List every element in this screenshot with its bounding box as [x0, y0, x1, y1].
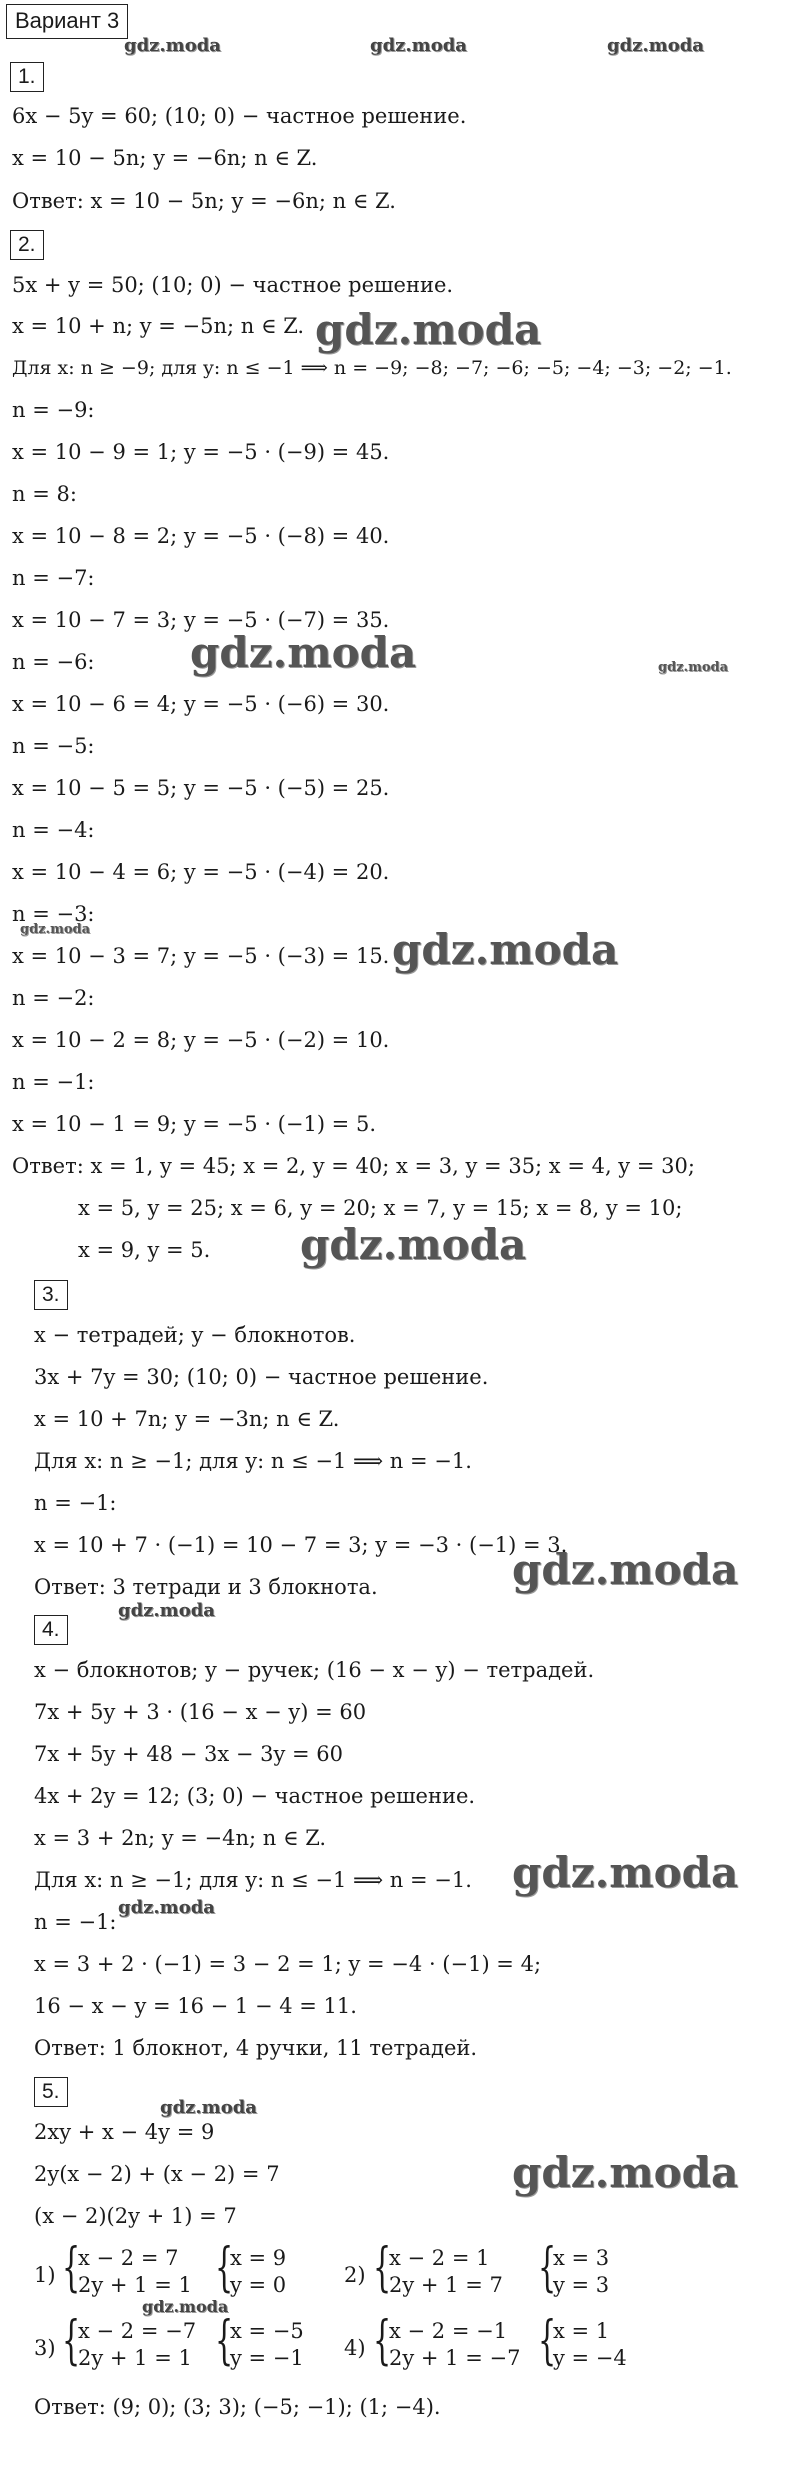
task5-answer: Ответ: (9; 0); (3; 3); (−5; −1); (1; −4).: [34, 2395, 441, 2419]
task2-answer: Ответ: x = 1, y = 45; x = 2, y = 40; x = 3, y = 35; x = 4, y = 30;: [12, 1154, 695, 1178]
task4-line: Для x: n ≥ −1; для y: n ≤ −1 ⟹ n = −1.: [34, 1868, 472, 1892]
system-eq: x − 2 = −7: [78, 2319, 197, 2343]
task4-line: x = 3 + 2 · (−1) = 3 − 2 = 1; y = −4 · (−1) = 4;: [34, 1952, 542, 1976]
task3-line: n = −1:: [34, 1491, 117, 1515]
brace: {: [215, 2311, 234, 2371]
task2-line: n = −3:: [12, 902, 95, 926]
brace: {: [373, 2238, 392, 2298]
task2-line: n = −1:: [12, 1070, 95, 1094]
task2-answer: x = 5, y = 25; x = 6, y = 20; x = 7, y = 15; x = 8, y = 10;: [78, 1196, 683, 1220]
system-eq: 2y + 1 = 1: [78, 2346, 192, 2370]
task2-line: x = 10 − 7 = 3; y = −5 · (−7) = 35.: [12, 608, 390, 632]
task2-line: x = 10 − 6 = 4; y = −5 · (−6) = 30.: [12, 692, 390, 716]
watermark: gdz.moda: [370, 35, 467, 56]
task2-line: x = 10 − 5 = 5; y = −5 · (−5) = 25.: [12, 776, 390, 800]
system-eq: x − 2 = −1: [389, 2319, 508, 2343]
task2-line: x = 10 − 8 = 2; y = −5 · (−8) = 40.: [12, 524, 390, 548]
watermark: gdz.moda: [118, 1897, 215, 1918]
system-solution: x = 1: [553, 2319, 610, 2343]
task5-line: 2xy + x − 4y = 9: [34, 2120, 215, 2144]
system-eq: 2y + 1 = 7: [389, 2273, 503, 2297]
watermark: gdz.moda: [512, 2148, 739, 2197]
watermark: gdz.moda: [20, 922, 91, 937]
task2-line: n = −9:: [12, 398, 95, 422]
watermark: gdz.moda: [392, 925, 619, 974]
task3-line: x = 10 + 7 · (−1) = 10 − 7 = 3; y = −3 · (−1) = 3.: [34, 1533, 568, 1557]
system-solution: x = −5: [230, 2319, 304, 2343]
task4-answer: Ответ: 1 блокнот, 4 ручки, 11 тетрадей.: [34, 2036, 478, 2060]
task5-line: 2y(x − 2) + (x − 2) = 7: [34, 2162, 280, 2186]
task2-line: 5x + y = 50; (10; 0) − частное решение.: [12, 273, 454, 297]
system-label: 4): [344, 2336, 366, 2360]
system-solution: y = −4: [553, 2346, 627, 2370]
task-number: 1.: [10, 62, 44, 92]
task2-line: n = −2:: [12, 986, 95, 1010]
system-solution: x = 3: [553, 2246, 610, 2270]
system-eq: x − 2 = 1: [389, 2246, 490, 2270]
system-solution: x = 9: [230, 2246, 287, 2270]
watermark: gdz.moda: [300, 1220, 527, 1269]
task2-line: x = 10 − 2 = 8; y = −5 · (−2) = 10.: [12, 1028, 390, 1052]
task1-line: x = 10 − 5n; y = −6n; n ∈ Z.: [12, 146, 318, 170]
task4-line: x = 3 + 2n; y = −4n; n ∈ Z.: [34, 1826, 327, 1850]
task4-line: 7x + 5y + 3 · (16 − x − y) = 60: [34, 1700, 367, 1724]
task1-answer: Ответ: x = 10 − 5n; y = −6n; n ∈ Z.: [12, 189, 396, 213]
task2-line: x = 10 + n; y = −5n; n ∈ Z.: [12, 314, 305, 338]
task3-line: Для x: n ≥ −1; для y: n ≤ −1 ⟹ n = −1.: [34, 1449, 472, 1473]
watermark: gdz.moda: [512, 1848, 739, 1897]
task-number: 2.: [10, 230, 44, 260]
task2-answer: x = 9, y = 5.: [78, 1238, 211, 1262]
system-eq: 2y + 1 = −7: [389, 2346, 521, 2370]
watermark: gdz.moda: [512, 1545, 739, 1594]
task3-answer: Ответ: 3 тетради и 3 блокнота.: [34, 1575, 378, 1599]
task-number: 3.: [34, 1280, 68, 1310]
system-label: 1): [34, 2263, 56, 2287]
system-solution: y = −1: [230, 2346, 304, 2370]
task2-line: x = 10 − 1 = 9; y = −5 · (−1) = 5.: [12, 1112, 376, 1136]
system-eq: 2y + 1 = 1: [78, 2273, 192, 2297]
brace: {: [215, 2238, 234, 2298]
brace: {: [538, 2238, 557, 2298]
variant-title: Вариант 3: [6, 4, 128, 39]
watermark: gdz.moda: [658, 660, 729, 675]
brace: {: [62, 2311, 81, 2371]
task3-line: 3x + 7y = 30; (10; 0) − частное решение.: [34, 1365, 489, 1389]
watermark: gdz.moda: [142, 2297, 229, 2316]
task2-line: x = 10 − 4 = 6; y = −5 · (−4) = 20.: [12, 860, 390, 884]
brace: {: [373, 2311, 392, 2371]
task2-line: x = 10 − 3 = 7; y = −5 · (−3) = 15.: [12, 944, 390, 968]
watermark: gdz.moda: [607, 35, 704, 56]
watermark: gdz.moda: [315, 305, 542, 354]
task3-line: x − тетрадей; y − блокнотов.: [34, 1323, 356, 1347]
task2-line: n = −4:: [12, 818, 95, 842]
task4-line: 16 − x − y = 16 − 1 − 4 = 11.: [34, 1994, 357, 2018]
task2-line: Для x: n ≥ −9; для y: n ≤ −1 ⟹ n = −9; −8; −7; −6; −5; −4; −3; −2; −1.: [12, 357, 732, 379]
task4-line: 4x + 2y = 12; (3; 0) − частное решение.: [34, 1784, 476, 1808]
watermark: gdz.moda: [190, 628, 417, 677]
system-label: 2): [344, 2263, 366, 2287]
system-eq: x − 2 = 7: [78, 2246, 179, 2270]
task2-line: n = 8:: [12, 482, 77, 506]
task2-line: x = 10 − 9 = 1; y = −5 · (−9) = 45.: [12, 440, 390, 464]
task4-line: 7x + 5y + 48 − 3x − 3y = 60: [34, 1742, 344, 1766]
task-number: 5.: [34, 2077, 68, 2107]
task2-line: n = −7:: [12, 566, 95, 590]
system-solution: y = 0: [230, 2273, 287, 2297]
task1-line: 6x − 5y = 60; (10; 0) − частное решение.: [12, 104, 467, 128]
task4-line: x − блокнотов; y − ручек; (16 − x − y) − тетрадей.: [34, 1658, 595, 1682]
watermark: gdz.moda: [118, 1600, 215, 1621]
watermark: gdz.moda: [124, 35, 221, 56]
system-label: 3): [34, 2336, 56, 2360]
task2-line: n = −6:: [12, 650, 95, 674]
watermark: gdz.moda: [160, 2097, 257, 2118]
brace: {: [62, 2238, 81, 2298]
task2-line: n = −5:: [12, 734, 95, 758]
task-number: 4.: [34, 1615, 68, 1645]
task5-line: (x − 2)(2y + 1) = 7: [34, 2204, 237, 2228]
system-solution: y = 3: [553, 2273, 610, 2297]
task3-line: x = 10 + 7n; y = −3n; n ∈ Z.: [34, 1407, 340, 1431]
brace: {: [538, 2311, 557, 2371]
task4-line: n = −1:: [34, 1910, 117, 1934]
